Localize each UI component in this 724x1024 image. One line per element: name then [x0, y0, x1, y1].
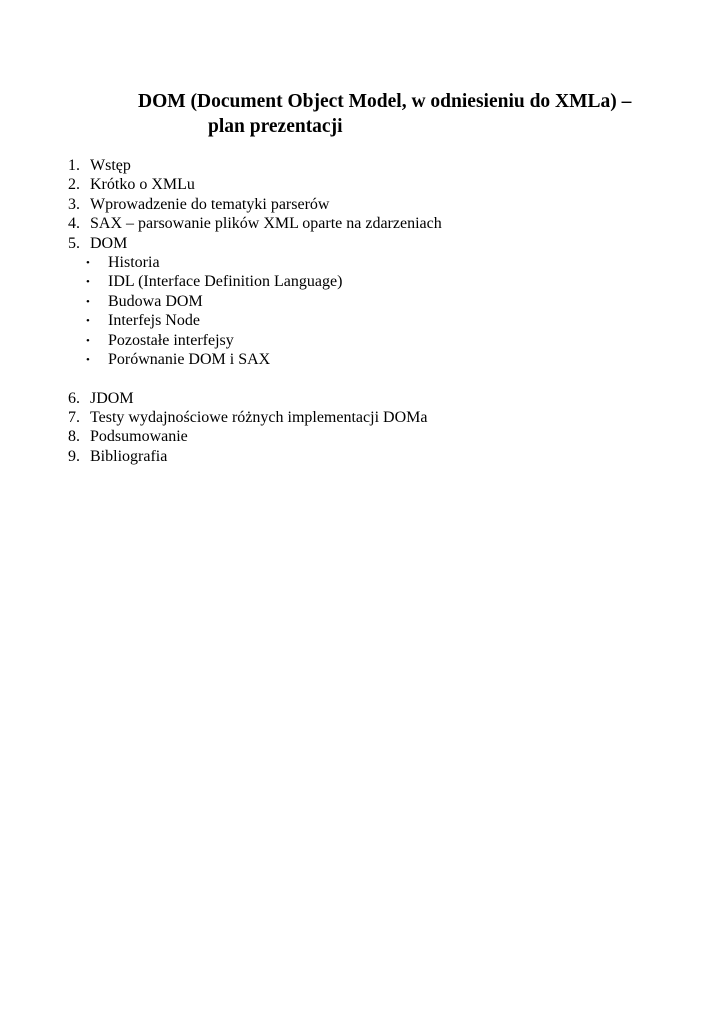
bullet-icon: • — [86, 334, 90, 347]
outline-subitem-text: Budowa DOM — [108, 292, 203, 310]
outline-item-number: 8. — [68, 428, 80, 446]
bullet-icon: • — [86, 353, 90, 366]
bullet-icon: • — [86, 276, 90, 289]
outline-subitem-text: Interfejs Node — [108, 312, 200, 330]
outline-item-number: 7. — [68, 409, 80, 427]
outline-item-number: 9. — [68, 447, 80, 465]
outline-item-text: Bibliografia — [90, 447, 168, 465]
outline-subitem-text: Pozostałe interfejsy — [108, 331, 234, 349]
outline-subitem-text: Porównanie DOM i SAX — [108, 350, 271, 368]
outline-item-number: 6. — [68, 389, 80, 407]
outline-item-text: Wprowadzenie do tematyki parserów — [90, 195, 330, 213]
bullet-icon: • — [86, 256, 90, 269]
bullet-icon: • — [86, 295, 90, 308]
outline-item-text: DOM — [90, 234, 128, 252]
outline-item-text: Krótko o XMLu — [90, 176, 195, 194]
bullet-icon: • — [86, 315, 90, 328]
outline-item-text: JDOM — [90, 389, 134, 407]
outline-item-number: 5. — [68, 234, 80, 252]
document-title-line-1: DOM (Document Object Model, w odniesieniu do XMLa) – — [138, 91, 632, 112]
outline-item-number: 2. — [68, 176, 80, 194]
outline-item-text: Testy wydajnościowe różnych implementacji DOMa — [90, 409, 428, 427]
document-title-line-2: plan prezentacji — [208, 116, 343, 137]
outline-item-text: SAX – parsowanie plików XML oparte na zdarzeniach — [90, 215, 442, 233]
outline-item-text: Podsumowanie — [90, 428, 188, 446]
outline-item-text: Wstęp — [90, 157, 131, 174]
outline-subitem-text: Historia — [108, 253, 160, 271]
outline-item-number: 1. — [68, 157, 80, 174]
outline-subitem-text: IDL (Interface Definition Language) — [108, 273, 343, 291]
outline-item-number: 3. — [68, 195, 80, 213]
outline-item-number: 4. — [68, 215, 80, 233]
